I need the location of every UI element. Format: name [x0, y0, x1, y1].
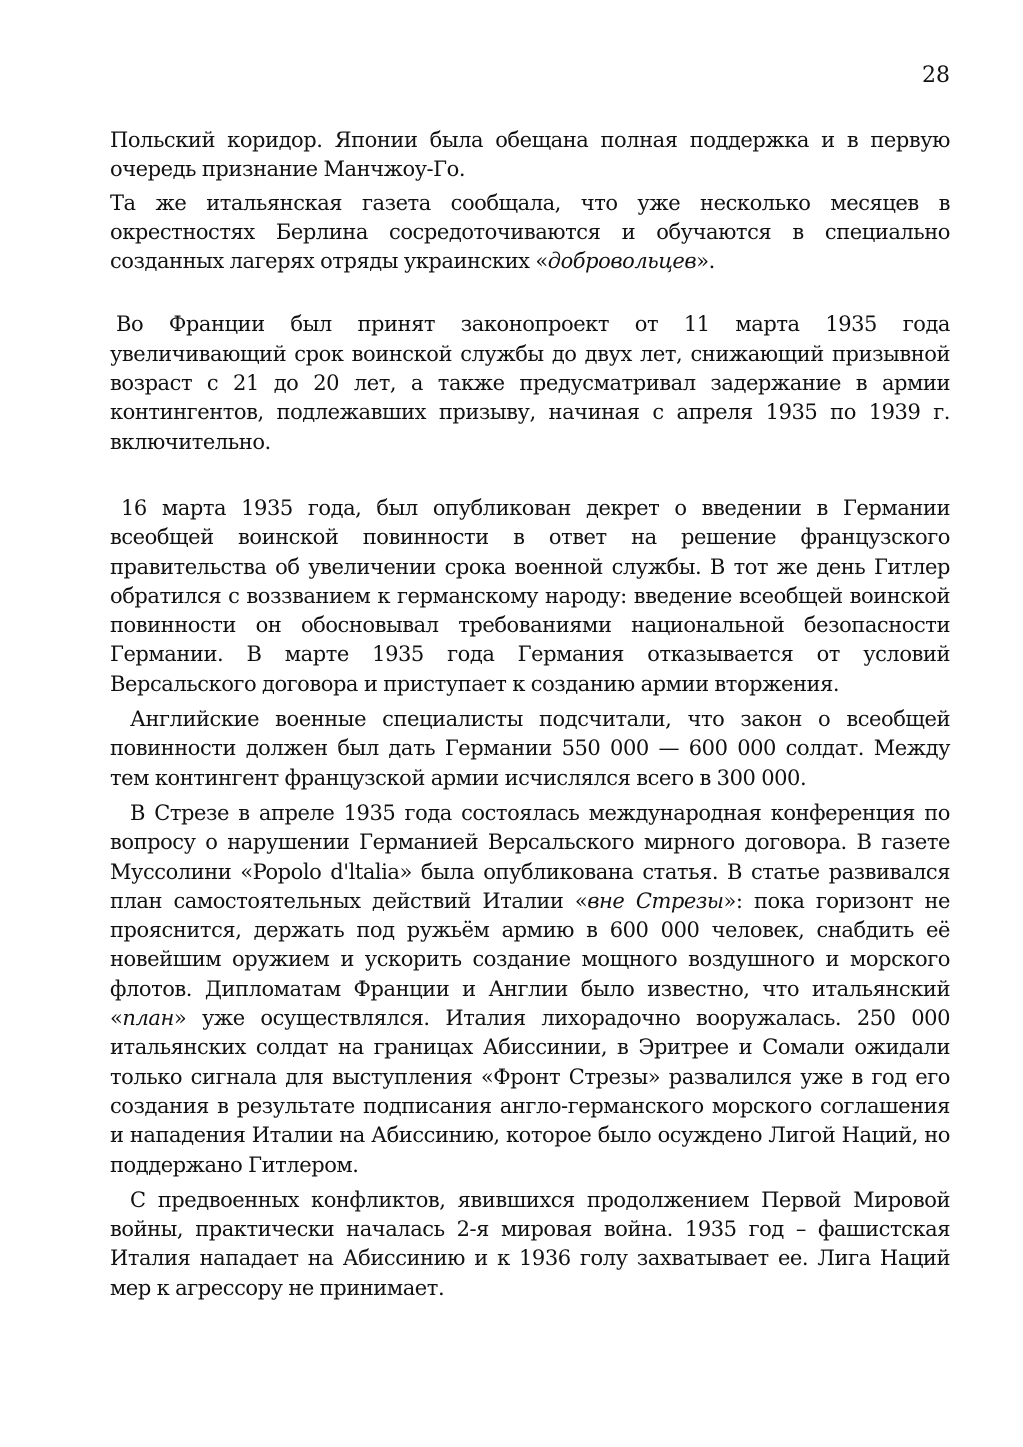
paragraph-text: »: пока горизонт не прояснится, держать под ружьём армию в 600 000 человек, снабдить её новейшим оружием и ускорить создание мощного воздушного и морского флотов. Дипломатам Франции и Англии было известно, что итальянский «	[110, 888, 950, 1031]
paragraph-english-specialists	[110, 705, 950, 793]
paragraph-text: 16 марта 1935 года, был опубликован декрет о введении в Германии всеобщей воинской повинности в ответ на решение французского правительства об увеличении срока военной службы. В тот же день Гитлер обратился с воззванием к германскому народу: введение всеобщей воинской повинности он обосновывал требованиями национальной безопасности Германии. В марте 1935 года Германия отказывается от условий Версальского договора и приступает к созданию армии вторжения.	[110, 495, 950, 696]
paragraph-polish-corridor	[110, 126, 950, 185]
emphasis-text: вне Стрезы	[587, 888, 724, 913]
emphasis-text: план	[122, 1006, 174, 1031]
paragraph-text: С предвоенных конфликтов, явившихся продолжением Первой Мировой войны, практически началась 2-я мировая война. 1935 год – фашистская Италия нападает на Абиссинию и к 1936 голу захватывает ее. Лига Наций мер к агрессору не принимает.	[110, 1187, 950, 1300]
paragraph-text: ».	[696, 249, 715, 274]
paragraph-text: Английские военные специалисты подсчитали, что закон о всеобщей повинности должен был дать Германии 550 000 — 600 000 солдат. Между тем контингент французской армии исчислялся всего в 300 000.	[110, 707, 950, 790]
paragraph-text: » уже осуществлялся. Италия лихорадочно вооружалась. 250 000 итальянских солдат на границах Абиссинии, в Эритрее и Сомали ожидали только сигнала для выступления «Фронт Стрезы» развалился уже в год его создания в результате подписания англо-германского морского соглашения и нападения Италии на Абиссинию, которое было осуждено Лигой Наций, но поддержано Гитлером.	[110, 1006, 950, 1177]
paragraph-text: Польский коридор. Японии была обещана полная поддержка и в первую очередь признание Манчжоу-Го.	[110, 128, 950, 182]
paragraph-prewar-conflicts	[110, 1186, 950, 1303]
paragraph-germany-decree	[110, 494, 950, 699]
paragraph-text: В Стрезе в апреле 1935 года состоялась международная конференция по вопросу о нарушении Германией Версальского мирного договора. В газете Муссолини «Popolo d'ltalia» была опубликована статья. В статье развивался план самостоятельных действий Италии «	[110, 800, 950, 913]
paragraph-stresa-conference	[110, 799, 950, 1180]
paragraph-text: Та же итальянская газета сообщала, что уже несколько месяцев в окрестностях Берлина сосредоточиваются и обучаются в специально созданных лагерях отряды украинских «	[110, 190, 950, 274]
paragraph-italian-newspaper	[110, 189, 950, 277]
page-number: 28	[922, 63, 950, 88]
emphasis-text: добровольцев	[547, 249, 697, 274]
paragraph-france-law	[110, 310, 950, 456]
document-body	[110, 126, 950, 1303]
paragraph-text: Во Франции был принят законопроект от 11 марта 1935 года увеличивающий срок воинской службы до двух лет, снижающий призывной возраст с 21 до 20 лет, а также предусматривал задержание в армии контингентов, подлежавших призыву, начиная с апреля 1935 по 1939 г. включительно.	[110, 312, 950, 454]
